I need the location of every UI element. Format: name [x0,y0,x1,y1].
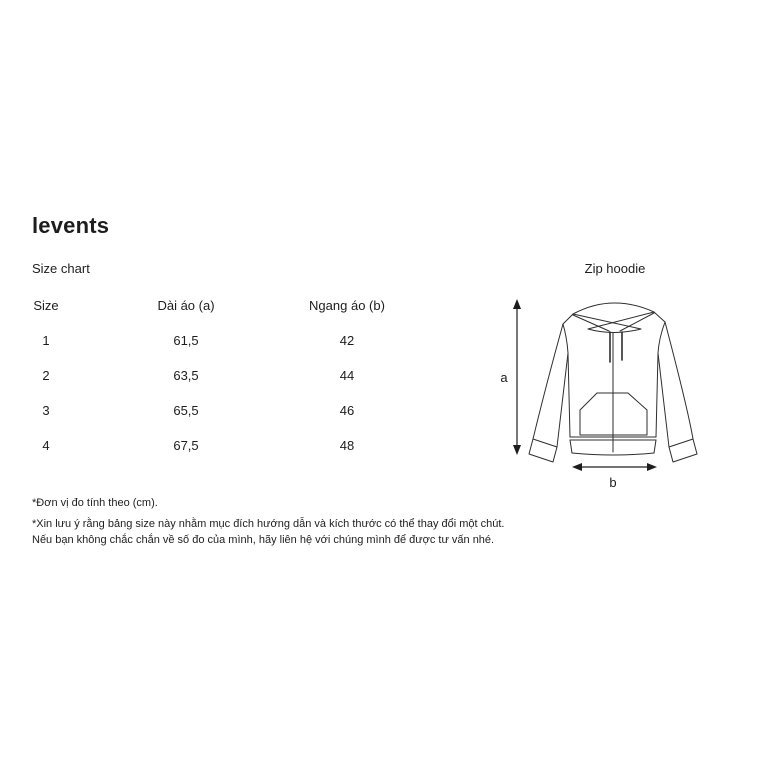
brand-logo: levents [32,213,110,238]
footnotes [32,495,505,548]
table-cell-size: 4 [42,438,50,453]
footnote-disclaimer: *Xin lưu ý rằng bảng size này nhằm mục đích hướng dẫn và kích thước có thể thay đổi một chút. [32,518,505,530]
column-header-length: Dài áo (a) [157,298,215,313]
arrowhead-right-icon [647,463,657,471]
length-dimension-arrow [500,299,521,455]
width-dimension-arrow [572,463,657,490]
size-table-column-size [30,288,62,463]
footnote-unit: *Đơn vị đo tính theo (cm). [32,497,158,509]
hoodie-drawing [529,303,697,462]
column-header-size: Size [33,298,59,313]
hoodie-diagram [490,285,720,495]
column-header-width: Ngang áo (b) [309,298,385,313]
table-cell-width: 42 [339,333,355,348]
table-cell-length: 67,5 [173,438,199,453]
size-chart-title: Size chart [32,261,90,276]
size-table-column-length [116,288,256,463]
table-cell-width: 46 [339,403,355,418]
table-cell-size: 2 [42,368,50,383]
footnote-contact: Nếu bạn không chắc chắn về số đo của mình, hãy liên hệ với chúng mình để được tư vấn nhé. [32,534,495,546]
table-cell-length: 61,5 [173,333,199,348]
arrowhead-up-icon [513,299,521,309]
table-cell-width: 48 [339,438,355,453]
arrowhead-left-icon [572,463,582,471]
table-cell-size: 3 [42,403,50,418]
length-label: a [500,370,508,385]
hoodie-sketch [490,285,720,495]
table-cell-width: 44 [339,368,355,383]
table-cell-size: 1 [42,333,50,348]
width-label: b [609,475,617,490]
table-cell-length: 65,5 [173,403,199,418]
product-title: Zip hoodie [584,261,646,276]
table-cell-length: 63,5 [173,368,199,383]
arrowhead-down-icon [513,445,521,455]
size-table-column-width [277,288,417,463]
